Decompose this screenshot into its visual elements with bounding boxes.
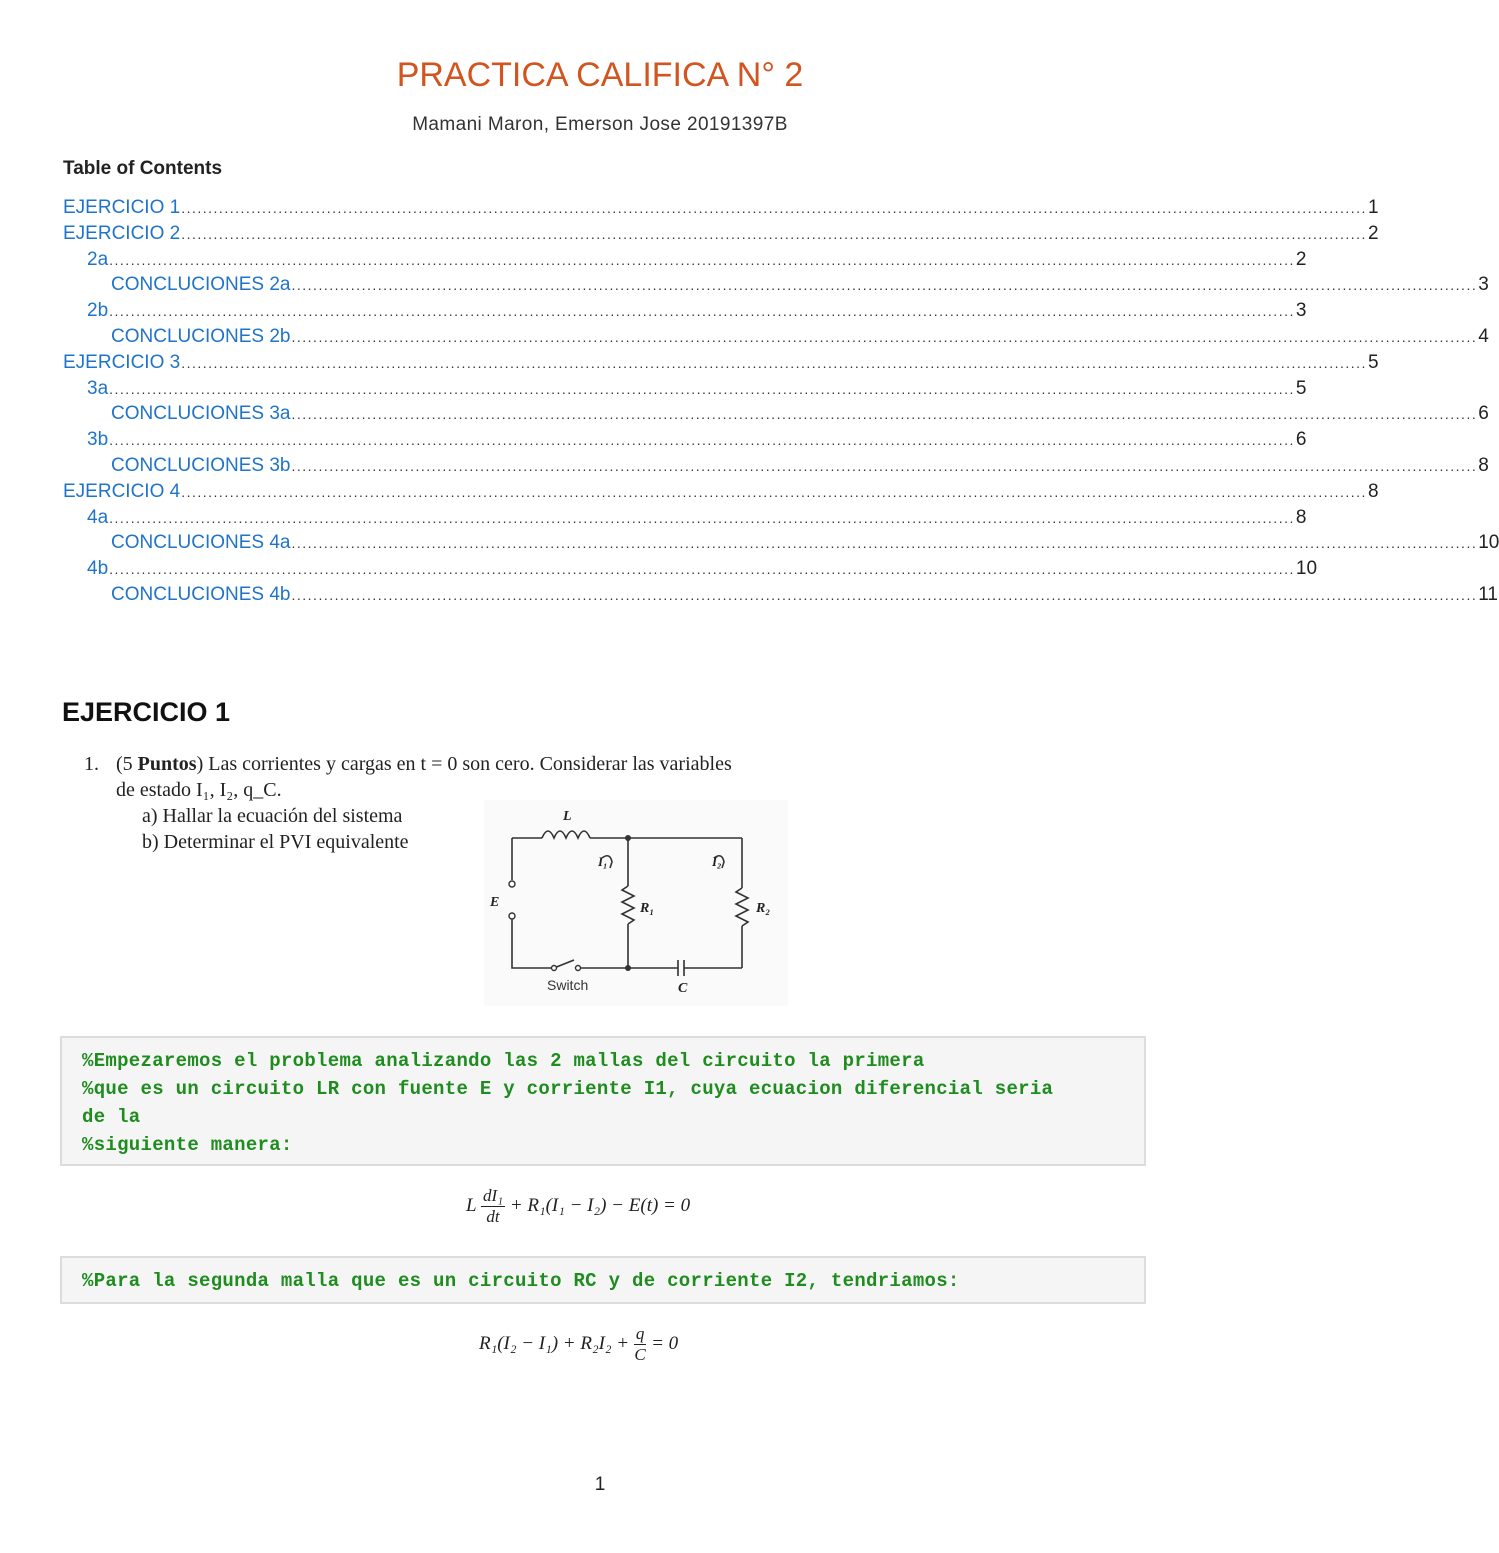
toc-entry-label[interactable]: CONCLUCIONES 4a (111, 532, 291, 554)
toc-entry-label[interactable]: 2b (87, 300, 109, 322)
toc-entry-label[interactable]: 3a (87, 377, 109, 399)
resistor-r1 (622, 886, 634, 924)
toc-leader-dots: ............................................................................................................................................................................................................................ (109, 432, 1295, 449)
toc-leader-dots: ............................................................................................................................................................................................................................ (181, 200, 1367, 216)
toc-entry-label[interactable]: 4b (87, 558, 109, 580)
toc-entry-label[interactable]: CONCLUCIONES 3a (111, 403, 291, 425)
equation-1 (466, 1186, 690, 1227)
code-line: %Empezaremos el problema analizando las 2 mallas del circuito la primera (82, 1050, 925, 1072)
toc-entry[interactable] (63, 197, 1379, 223)
toc-leader-dots: ............................................................................................................................................................................................................................ (291, 406, 1478, 423)
code-line: de la (82, 1106, 141, 1128)
toc-entry-label[interactable]: EJERCICIO 3 (63, 351, 181, 373)
capacitor-label: C (678, 981, 688, 996)
toc-leader-dots: ............................................................................................................................................................................................................................ (109, 251, 1295, 268)
toc-entry[interactable] (63, 248, 1307, 275)
toc-leader-dots: ............................................................................................................................................................................................................................ (181, 354, 1367, 371)
toc-entry-page: 8 (1478, 454, 1489, 476)
source-terminal-bottom (509, 913, 515, 919)
problem-item-b: b) Determinar el PVI equivalente (142, 831, 409, 853)
toc-entry[interactable] (63, 403, 1489, 429)
toc-entry-page: 1 (1367, 197, 1379, 218)
problem-line-2: de estado I₁, I₂, q_C. (116, 779, 282, 801)
toc-entry[interactable] (63, 274, 1489, 300)
eq2-fraction (634, 1324, 647, 1365)
document-title: PRACTICA CALIFICA N° 2 (396, 56, 804, 94)
switch-lever (554, 960, 574, 968)
problem-item-a: a) Hallar la ecuación del sistema (142, 805, 403, 827)
resistor-r2 (736, 888, 748, 926)
r1-label: R₁ (640, 901, 655, 916)
toc-entry-page: 3 (1478, 274, 1489, 296)
code-line: %siguiente manera: (82, 1134, 293, 1156)
capacitor-plates (678, 960, 684, 976)
toc-leader-dots: ............................................................................................................................................................................................................................ (291, 277, 1478, 294)
eq2-denominator: C (634, 1345, 646, 1364)
toc-entry-page: 5 (1295, 377, 1307, 399)
toc-entry-page: 4 (1478, 325, 1489, 347)
toc-entry-page: 8 (1295, 506, 1307, 528)
inductor-label: L (563, 809, 572, 824)
toc-entry-label[interactable]: EJERCICIO 1 (63, 197, 181, 218)
problem-points-prefix: (5 (116, 753, 138, 775)
toc-entry-label[interactable]: EJERCICIO 4 (63, 480, 181, 502)
toc-entry-label[interactable]: CONCLUCIONES 4b (111, 583, 291, 605)
toc-entry-page: 2 (1367, 222, 1379, 244)
junction-bottom (625, 965, 631, 971)
toc-entry-page: 10 (1478, 532, 1499, 554)
circuit-diagram (484, 800, 788, 1006)
eq1-denominator: dt (486, 1207, 500, 1226)
inductor-coil (542, 831, 590, 838)
problem-points-rest: ) Las corrientes y cargas en t = 0 son cero. Considerar las variables (196, 753, 732, 775)
toc-leader-dots: ............................................................................................................................................................................................................................ (109, 303, 1295, 320)
eq1-lead: L (466, 1194, 477, 1216)
code-block-1 (60, 1036, 1146, 1166)
code-line: %que es un circuito LR con fuente E y corriente I1, cuya ecuacion diferencial seria (82, 1078, 1054, 1100)
toc-leader-dots: ............................................................................................................................................................................................................................ (109, 509, 1295, 526)
toc-entry-page: 2 (1295, 248, 1307, 270)
toc-entry-page: 5 (1367, 351, 1379, 373)
toc-entry-label[interactable]: CONCLUCIONES 2a (111, 274, 291, 296)
problem-line-1 (116, 752, 732, 777)
document-author: Mamani Maron, Emerson Jose 20191397B (412, 114, 788, 135)
eq2-lead: R₁(I₂ − I₁) + R₂I₂ + (479, 1332, 630, 1354)
toc-entry-label[interactable]: 4a (87, 506, 109, 528)
eq2-rest: = 0 (651, 1332, 679, 1354)
eq1-numerator: dI₁ (482, 1186, 504, 1205)
toc-entry-label[interactable]: 3b (87, 429, 109, 451)
toc-entry[interactable] (63, 351, 1379, 378)
table-of-contents (63, 197, 1499, 610)
toc-entry-label[interactable]: CONCLUCIONES 2b (111, 325, 291, 347)
junction-top (625, 835, 631, 841)
toc-leader-dots: ............................................................................................................................................................................................................................ (109, 561, 1295, 578)
toc-leader-dots: ............................................................................................................................................................................................................................ (291, 535, 1478, 552)
source-terminal-top (509, 881, 515, 887)
eq1-rest: + R₁(I₁ − I₂) − E(t) = 0 (509, 1194, 691, 1216)
toc-entry[interactable] (63, 583, 1498, 610)
toc-entry-label[interactable]: EJERCICIO 2 (63, 222, 181, 244)
toc-entry-page: 6 (1478, 403, 1489, 425)
toc-entry[interactable] (63, 454, 1489, 481)
toc-entry[interactable] (63, 377, 1307, 404)
toc-entry-page: 10 (1295, 558, 1318, 580)
toc-entry[interactable] (63, 325, 1489, 352)
toc-entry[interactable] (63, 506, 1307, 533)
toc-entry-label[interactable]: 2a (87, 248, 109, 270)
problem-number: 1. (84, 753, 99, 775)
toc-entry-page: 8 (1367, 480, 1379, 502)
equation-2 (479, 1324, 678, 1365)
toc-leader-dots: ............................................................................................................................................................................................................................ (291, 457, 1478, 474)
toc-entry-page: 3 (1295, 300, 1307, 322)
section-heading: EJERCICIO 1 (62, 697, 231, 727)
toc-entry-page: 6 (1295, 429, 1307, 451)
toc-leader-dots: ............................................................................................................................................................................................................................ (181, 483, 1367, 500)
i2-label: I₂ (712, 854, 722, 869)
switch-contact-right (576, 966, 581, 971)
eq1-fraction (481, 1186, 505, 1227)
toc-entry-label[interactable]: CONCLUCIONES 3b (111, 454, 291, 476)
toc-leader-dots: ............................................................................................................................................................................................................................ (291, 328, 1478, 345)
problem-points-bold: Puntos (137, 753, 197, 775)
code-block-2 (60, 1256, 1146, 1304)
toc-leader-dots: ............................................................................................................................................................................................................................ (109, 380, 1295, 397)
toc-entry[interactable] (63, 558, 1318, 584)
toc-leader-dots: ............................................................................................................................................................................................................................ (181, 225, 1367, 242)
page-number: 1 (594, 1474, 606, 1495)
switch-contact-left (552, 966, 557, 971)
toc-entry[interactable] (63, 480, 1379, 507)
wire-bottom-left (512, 918, 552, 968)
circuit-svg (484, 800, 788, 1006)
toc-entry[interactable] (63, 429, 1307, 455)
switch-label: Switch (547, 977, 589, 993)
r2-label: R₂ (756, 901, 771, 916)
toc-entry-page: 11 (1478, 583, 1498, 605)
toc-entry[interactable] (63, 300, 1307, 326)
toc-entry[interactable] (63, 532, 1499, 558)
toc-heading: Table of Contents (63, 158, 223, 179)
eq2-numerator: q (635, 1324, 645, 1343)
source-label: E (490, 895, 500, 910)
toc-entry[interactable] (63, 222, 1379, 249)
toc-leader-dots: ............................................................................................................................................................................................................................ (291, 586, 1478, 603)
code-line: %Para la segunda malla que es un circuito RC y de corriente I2, tendriamos: (82, 1270, 960, 1292)
i1-label: I₁ (598, 854, 608, 869)
